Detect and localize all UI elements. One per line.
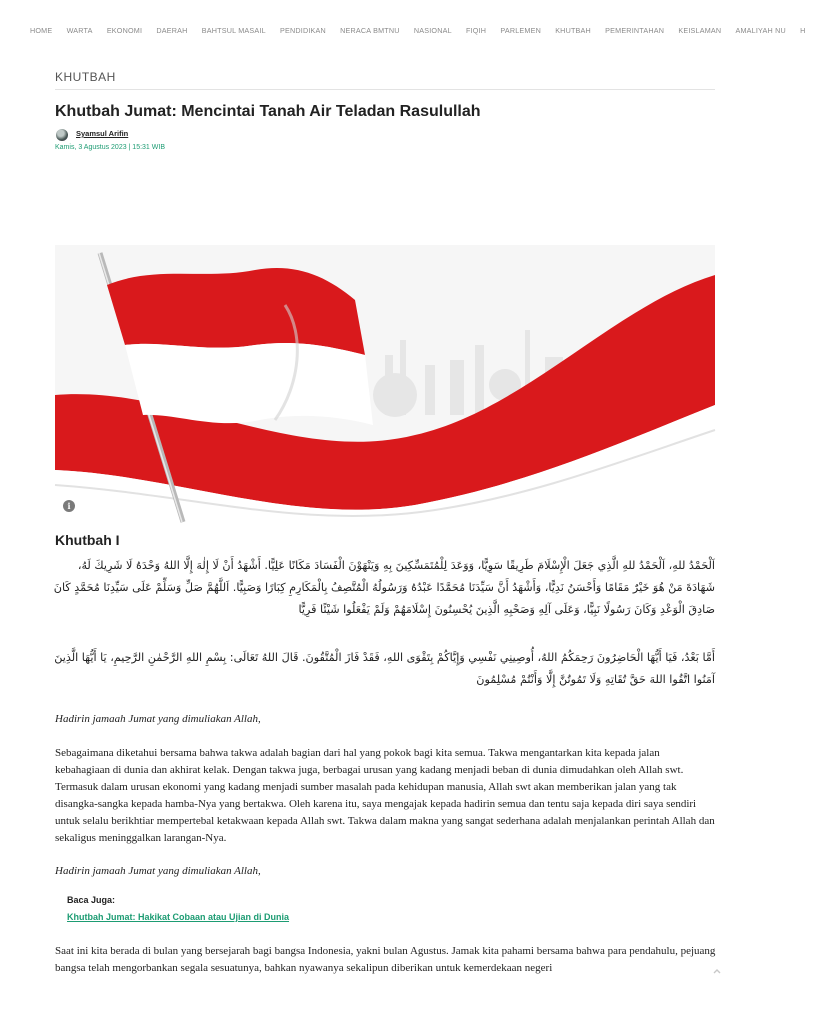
nav-item-amaliyah-nu[interactable]: AMALIYAH NU <box>735 26 786 35</box>
paragraph-2: Saat ini kita berada di bulan yang bersejarah bagi bangsa Indonesia, yakni bulan Agustus. Jamak kita pahami bersama bahwa para pendahulu, pejuang bangsa telah mengorbankan segala sesuatunya, bahkan nyawanya sekalipun diberikan untuk kemerdekaan negeri <box>55 945 716 974</box>
nav-item-pemerintahan[interactable]: PEMERINTAHAN <box>605 26 665 35</box>
arabic-opening-prayer: اَلْحَمْدُ للهِ، اَلْحَمْدُ للهِ الَّذِي جَعَلَ الْإِسْلَامَ طَرِيقًا سَوِيًّا، وَوَعَدَ لِلْمُتَمَسِّكِينَ بِهِ وَيَنْهَوْنَ الْفَسَادَ مَكَانًا عَلِيًّا. أَشْهَدُ أَنْ لَا إِلٰهَ إِلَّا اللهُ وَحْدَهُ لَا شَرِيكَ لَهُ، شَهَادَةَ مَنْ هُوَ خَيْرٌ مَقَامًا وَأَحْسَنُ نَدِيًّا، وَأَشْهَدُ أَنَّ سَيِّدَنَا مُحَمَّدًا عَبْدُهُ وَرَسُولُهُ الْمُتَّصِفُ بِالْمَكَارِمِ كِبَارًا وَصَبِيًّا. اَللَّهُمَّ صَلِّ وَسَلِّمْ عَلَى سَيِّدِنَا مُحَمَّدٍ كَانَ صَادِقَ الْوَعْدِ وَكَانَ رَسُولًا نَبِيًّا، وَعَلَى آلِهِ وَصَحْبِهِ الَّذِينَ يُحْسِنُونَ إِسْلَامَهُمْ وَلَمْ يَفْعَلُوا شَيْئًا فَرِيًّا <box>53 559 715 616</box>
nav-item-keislaman[interactable]: KEISLAMAN <box>678 26 722 35</box>
baca-juga-link[interactable]: Khutbah Jumat: Hakikat Cobaan atau Ujian di Dunia <box>67 912 290 922</box>
nav-item-ekonomi[interactable]: EKONOMI <box>106 26 143 35</box>
indonesian-flag-illustration <box>55 245 715 522</box>
section-heading: Khutbah I <box>55 532 120 548</box>
nav-item-neraca-bmtnu[interactable]: NERACA BMTNU <box>340 26 400 35</box>
nav-item-nasional[interactable]: NASIONAL <box>413 26 452 35</box>
paragraph-1: Sebagaimana diketahui bersama bahwa takwa adalah bagian dari hal yang pokok bagi kita semua. Takwa mengantarkan kita kepada jalan kebahagiaan di dunia dan akhirat kelak. Dengan takwa juga, berbagai urusan yang kadang menjadi beban di dunia dimudahkan oleh Allah swt. Termasuk dalam urusan ekonomi yang kadang menjadi sumber masalah pada kehidupan manusia, Allah swt akan memberikan jalan yang tak disangka-sangka kepada hamba-Nya yang bertakwa. Oleh karena itu, saya mengajak kepada hadirin semua dan tentu saja kepada diri saya sendiri untuk selalu berikhtiar mempertebal ketakwaan kepada Allah swt. Takwa dalam makna yang sangat sederhana adalah menjalankan perintah Allah dan sekaligus meninggalkan larangan-Nya. <box>55 747 715 844</box>
category-label[interactable]: KHUTBAH <box>55 70 116 84</box>
flag-white <box>125 343 373 425</box>
nav-item-parlemen[interactable]: PARLEMEN <box>500 26 541 35</box>
info-icon[interactable]: i <box>63 500 75 512</box>
top-navigation <box>0 0 806 60</box>
nav-item-khutbah[interactable]: KHUTBAH <box>555 26 591 35</box>
author-name[interactable]: Syamsul Arifin <box>76 129 129 138</box>
chevron-up-icon[interactable] <box>712 966 722 976</box>
nav-item-bahtsul-masail[interactable]: BAHTSUL MASAIL <box>201 26 266 35</box>
publish-date: Kamis, 3 Agustus 2023 | 15:31 WIB <box>55 144 165 151</box>
nav-item-fiqih[interactable]: FIQIH <box>466 26 487 35</box>
salutation-2: Hadirin jamaah Jumat yang dimuliakan Allah, <box>55 865 261 877</box>
nav-item-more[interactable]: H <box>800 26 806 35</box>
nav-item-pendidikan[interactable]: PENDIDIKAN <box>279 26 326 35</box>
nav-item-home[interactable]: HOME <box>30 26 53 35</box>
category-divider <box>55 89 715 90</box>
article-title: Khutbah Jumat: Mencintai Tanah Air Teladan Rasulullah <box>55 103 481 120</box>
nav-item-warta[interactable]: WARTA <box>66 26 93 35</box>
salutation-1: Hadirin jamaah Jumat yang dimuliakan Allah, <box>55 713 261 725</box>
hero-image <box>55 245 715 522</box>
arabic-quran-verse: أَمَّا بَعْدُ، فَيَا أَيُّهَا الْحَاضِرُونَ رَحِمَكُمُ اللهُ، أُوصِينِي نَفْسِي وَإِيَّاكُمْ بِتَقْوَى اللهِ، فَقَدْ فَازَ الْمُتَّقُونَ. قَالَ اللهُ تَعَالَى: بِسْمِ اللهِ الرَّحْمٰنِ الرَّحِيمِ، يَا أَيُّهَا الَّذِينَ آمَنُوا اتَّقُوا اللهَ حَقَّ تُقَاتِهِ وَلَا تَمُوتُنَّ إِلَّا وَأَنْتُمْ مُسْلِمُونَ <box>54 651 715 686</box>
nav-item-daerah[interactable]: DAERAH <box>156 26 188 35</box>
baca-juga-label: Baca Juga: <box>67 895 116 905</box>
nav-menu <box>30 26 817 35</box>
author-avatar[interactable] <box>56 129 68 141</box>
flag-red <box>107 268 365 355</box>
